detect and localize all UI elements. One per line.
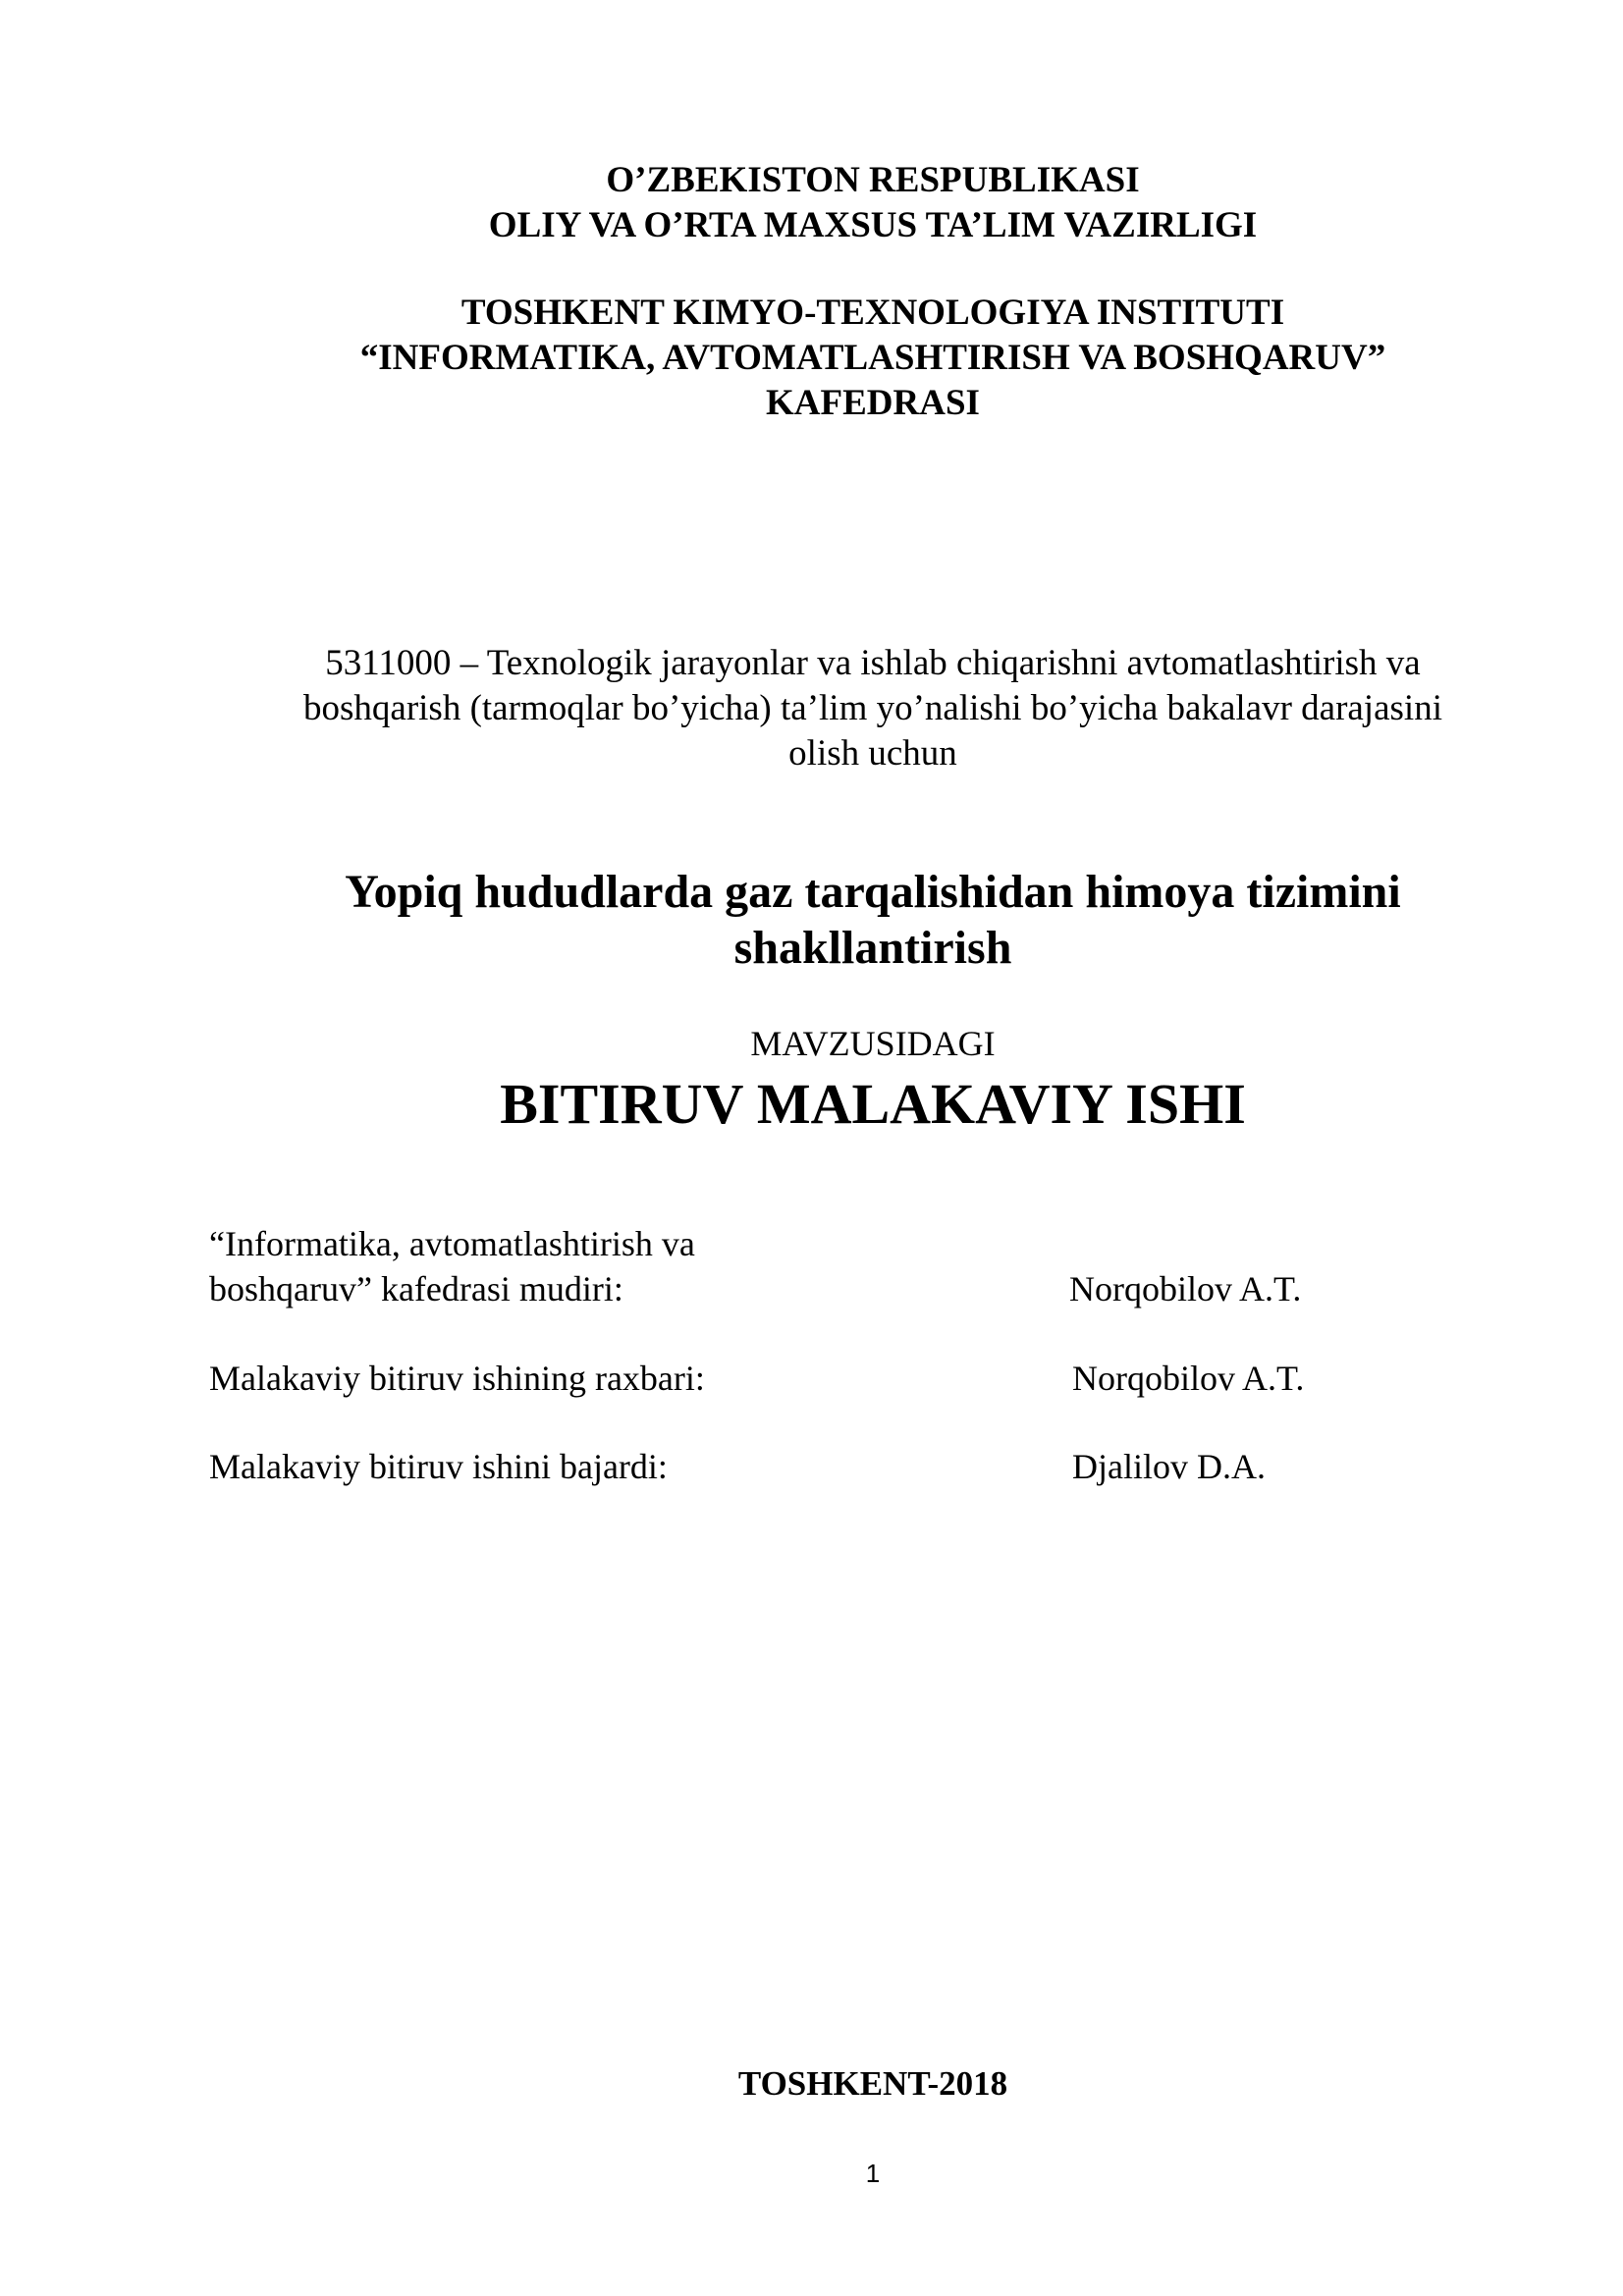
page-number: 1 [865,2159,881,2188]
signature-name-author: Djalilov D.A. [1072,1447,1266,1486]
subtitle: MAVZUSIDAGI [750,1024,996,1063]
department-name-heading: “INFORMATIKA, AVTOMATLASHTIRISH VA BOSHQARUV” [359,338,1386,378]
city-year: TOSHKENT-2018 [737,2064,1008,2103]
degree-line-3: olish uchun [788,733,957,774]
signature-name-supervisor: Norqobilov A.T. [1072,1359,1305,1398]
degree-line-2: boshqarish (tarmoqlar bo’yicha) ta’lim yo’nalishi bo’yicha bakalavr darajasini [303,688,1442,728]
signature-label-head-line-2: boshqaruv” kafedrasi mudiri: [209,1269,623,1308]
degree-line-1: 5311000 – Texnologik jarayonlar va ishlab chiqarishni avtomatlashtirish va [325,643,1421,683]
document-title: BITIRUV MALAKAVIY ISHI [500,1072,1246,1136]
topic-line-1: Yopiq hududlarda gaz tarqalishidan himoya tizimini [345,866,1401,918]
country-heading: O’ZBEKISTON RESPUBLIKASI [606,160,1140,200]
signature-label-head-line-1: “Informatika, avtomatlashtirish va [209,1224,695,1263]
institute-heading: TOSHKENT KIMYO-TEXNOLOGIYA INSTITUTI [460,293,1285,333]
signature-label-supervisor: Malakaviy bitiruv ishining raxbari: [209,1359,705,1398]
signature-name-head: Norqobilov A.T. [1069,1269,1302,1308]
ministry-heading: OLIY VA O’RTA MAXSUS TA’LIM VAZIRLIGI [488,205,1258,245]
signature-label-author: Malakaviy bitiruv ishini bajardi: [209,1447,668,1486]
department-word-heading: KAFEDRASI [766,383,980,423]
topic-line-2: shakllantirish [733,922,1012,974]
